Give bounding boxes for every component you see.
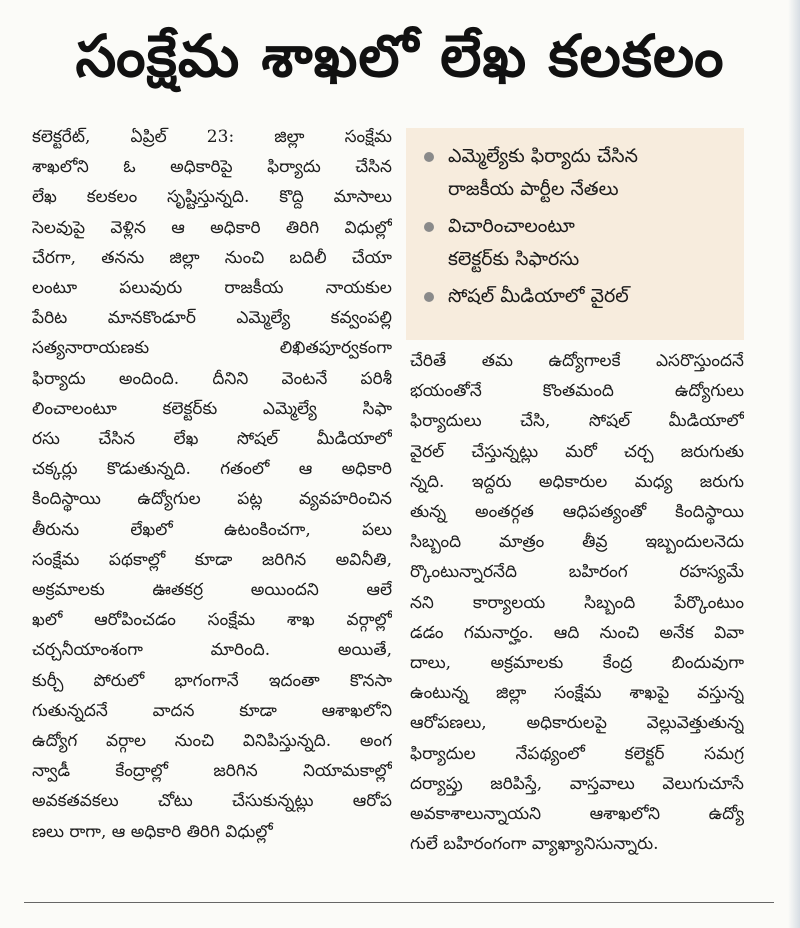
highlight-line: రాజకీయ పార్టీల నేతలు [448,178,619,200]
left-column-line: కిందిస్థాయి ఉద్యోగుల పట్ల వ్యవహరించిన [32,489,392,510]
left-column-line: కలెక్టరేట్‌, ఏప్రిల్‌ 23: జిల్లా సంక్షేమ [32,127,392,147]
bullet-icon [424,292,434,302]
left-column-line: లంటూ పలువురు రాజకీయ నాయకుల [32,278,392,299]
highlights-box [406,128,744,340]
left-column-line: లించాలంటూ కలెక్టర్‌కు ఎమ్మెల్యే సిఫా [32,398,392,419]
right-column-line: గులే బహిరంగంగా వ్యాఖ్యానిసున్నారు. [410,834,659,855]
left-column-line: ఉద్యోగ వర్గాల నుంచి వినిపిస్తున్నది. అంగ [32,731,392,752]
highlight-line: ఎమ్మెల్యేకు ఫిర్యాదు చేసిన [448,145,638,167]
left-column-line: సంక్షేమ పథకాల్లో కూడా జరిగిన అవినీతి, [32,549,392,570]
left-column-line: సెలవుపై వెళ్లిన ఆ అధికారి తిరిగి విధుల్లో [32,217,392,238]
highlight-item [418,140,734,206]
right-column-line: వైరల్‌ చేస్తున్నట్లు మరో చర్చ జరుగుతు [410,441,744,462]
highlight-line: విచారించాలంటూ [448,215,575,237]
bullet-icon [424,152,434,162]
right-column-line: డడం గమనార్హం. ఆది నుంచి అనేక వివా [410,622,744,643]
right-column-line: ఆరోపణలు, అధికారులపై వెల్లువెత్తుతున్న [410,713,744,734]
left-column-line: రసు చేసిన లేఖ సోషల్‌ మీడియాలో [32,429,392,450]
highlight-item [418,210,734,276]
left-column-line: ణలు రాగా, ఆ అధికారి తిరిగి విధుల్లో [32,821,273,842]
highlight-line: కలెక్టర్‌కు సిఫారసు [448,248,580,270]
section-divider [24,902,774,903]
right-column-line: ఫిర్యాదుల నేపథ్యంలో కలెక్టర్‌ సమగ్ర [410,743,744,764]
right-column-line: భయంతోనే కొంతమంది ఉద్యోగులు [410,381,744,402]
right-column-line: ర్కొంటున్నారనేది బహిరంగ రహస్యమే [410,562,744,583]
left-column-line: కుర్చీ పోరులో భాగంగానే ఇదంతా కొనసా [32,670,392,691]
left-column-line: సత్యనారాయణకు లిఖితపూర్వకంగా [32,338,392,359]
highlight-item [418,280,734,313]
headline: సంక్షేమ శాఖలో లేఖ కలకలం [75,22,725,90]
right-column-line: న్నది. ఇద్దరు అధికారుల మధ్య జరుగు [410,471,744,492]
left-column-line: శాఖలోని ఓ అధికారిపై ఫిర్యాదు చేసిన [32,157,392,178]
left-column-line: అవకతవకలు చోటు చేసుకున్నట్లు ఆరోప [32,791,392,812]
bullet-icon [424,222,434,232]
left-column-line: ఫిర్యాదు అందింది. దీనిని వెంటనే పరిశీ [32,368,392,389]
right-column-line: ఉంటున్న జిల్లా సంక్షేమ శాఖపై వస్తున్న [410,683,744,704]
left-column-line: ఖలో ఆరోపించడం సంక్షేమ శాఖ వర్గాల్లో [32,610,392,631]
article-right-column [410,346,744,859]
right-column-line: దాలు, అక్రమాలకు కేంద్ర బిందువుగా [410,653,744,674]
left-column-line: పేరిట మానకొండూర్‌ ఎమ్మెల్యే కవ్వంపల్లి [32,308,392,329]
right-column-line: దర్యాప్తు జరిపిస్తే, వాస్తవాలు వెలుగుచూసే [410,773,744,794]
left-column-line: అక్రమాలకు ఊతకర్ర అయిందని ఆలే [32,580,392,601]
right-column-line: ఫిర్యాదులు చేసి, సోషల్‌ మీడియాలో [410,411,744,432]
article-left-column [32,122,392,847]
left-column-line: చక్కర్లు కొడుతున్నది. గతంలో ఆ అధికారి [32,459,392,480]
left-column-line: చేరగా, తనను జిల్లా నుంచి బదిలీ చేయా [32,247,392,268]
right-column-line: సిబ్బంది మాత్రం తీవ్ర ఇబ్బందులనెదు [410,532,744,553]
highlight-text [448,280,629,313]
left-column-line: న్వాడీ కేంద్రాల్లో జరిగిన నియామకాల్లో [32,761,392,782]
left-column-line: గుతున్నదనే వాదన కూడా ఆశాఖలోని [32,700,392,721]
right-column-line: చేరితే తమ ఉద్యోగాలకే ఎసరొస్తుందనే [410,351,744,371]
left-column-line: తీరును లేఖలో ఉటంకించగా, పలు [32,519,392,540]
right-column-line: నని కార్యాలయ సిబ్బంది పేర్కొంటుం [410,592,744,613]
left-column-line: లేఖ కలకలం సృష్టిస్తున్నది. కొద్ది మాసాలు [32,187,392,208]
highlight-text [448,210,579,276]
highlight-line: సోషల్‌ మీడియాలో వైరల్‌ [448,285,629,307]
right-column-line: అవకాశాలున్నాయని ఆశాఖలోని ఉద్యో [410,804,744,825]
highlight-text [448,140,638,206]
page-edge-shadow [788,0,800,928]
left-column-line: చర్చనీయాంశంగా మారింది. అయితే, [32,640,392,661]
right-column-line: తున్న అంతర్గత ఆధిపత్యంతో కిందిస్థాయి [410,502,744,523]
